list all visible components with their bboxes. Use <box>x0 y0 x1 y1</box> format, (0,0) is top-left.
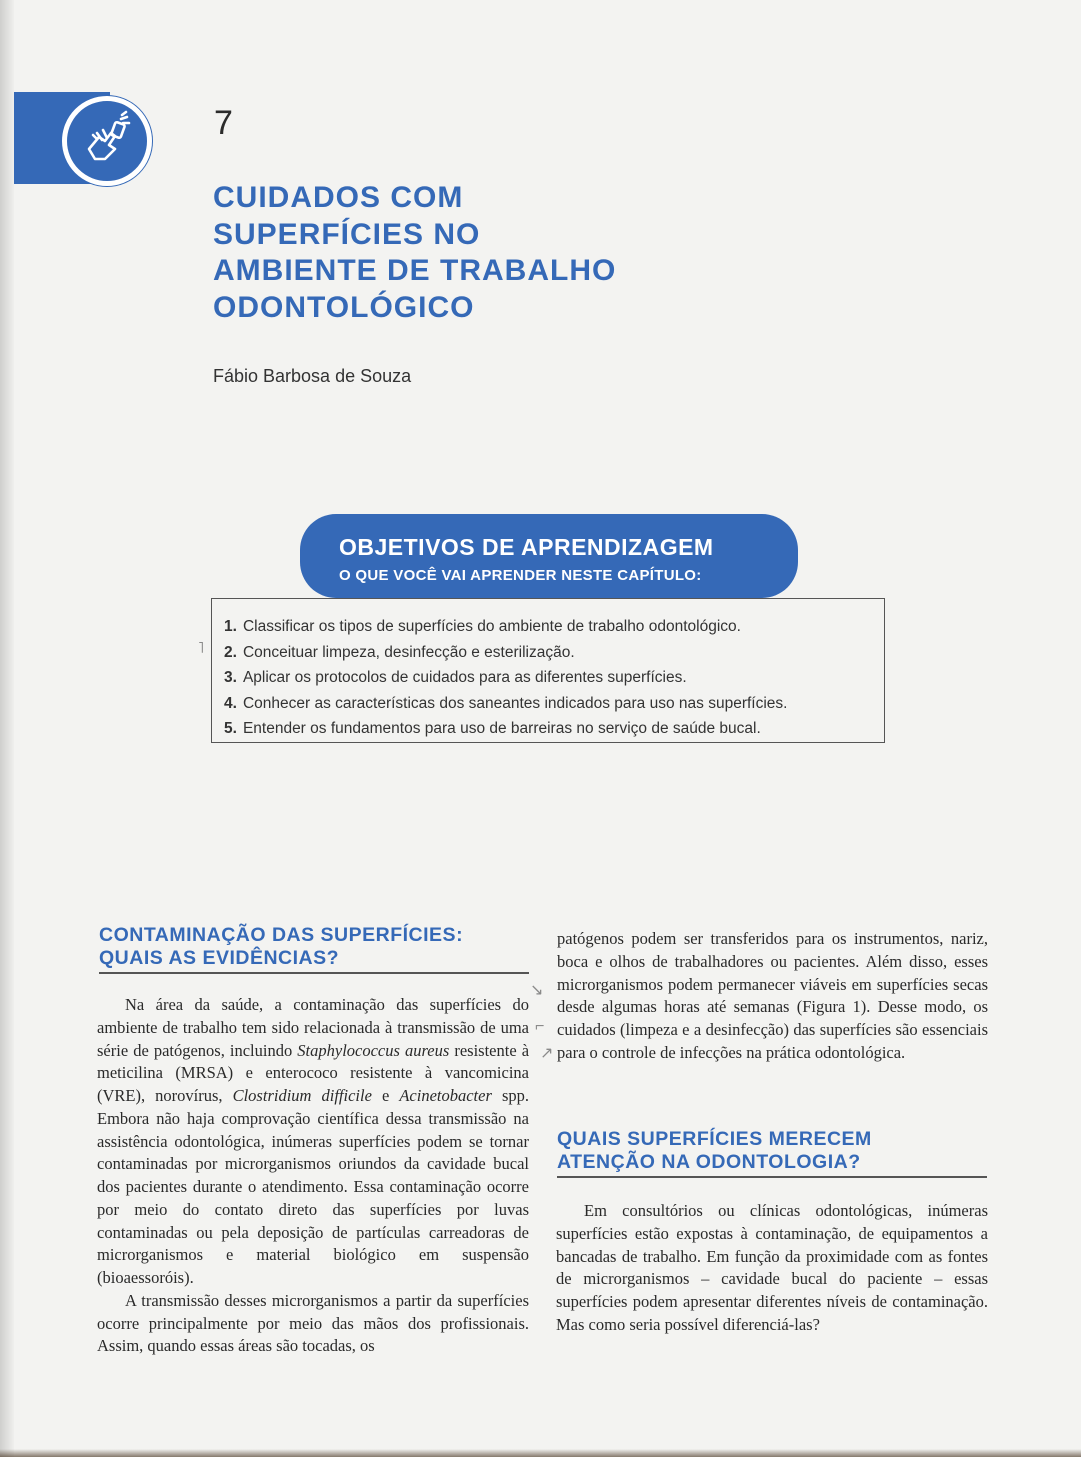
section-heading-line: ATENÇÃO NA ODONTOLOGIA? <box>557 1151 861 1173</box>
chapter-title-line: SUPERFÍCIES NO <box>213 217 481 251</box>
chapter-title-line: AMBIENTE DE TRABALHO <box>213 254 617 287</box>
section-rule <box>99 972 529 974</box>
chapter-author: Fábio Barbosa de Souza <box>213 366 412 386</box>
objectives-box <box>211 598 885 743</box>
objectives-title: OBJETIVOS DE APRENDIZAGEM <box>339 534 714 560</box>
species-name: Clostridium difficile <box>232 1086 372 1105</box>
chapter-title <box>213 180 773 326</box>
objective-item <box>224 691 884 717</box>
section-heading-contamination <box>99 924 463 970</box>
paragraph-surfaces: Em consultórios ou clínicas odontológicas, inúmeras superfícies estão expostas à contaminação, de equipamentos a bancadas de trabalho. Em função da proximidade com as fontes de microrganismos – cavidade bucal do paciente – essas superfícies podem apresentar diferentes níveis de contaminação. Mas como seria possível diferenciá-las? <box>556 1201 988 1334</box>
text-run: spp. Embora não haja comprovação científica dessa transmissão na assistência odontológica, inúmeras superfícies podem se tornar contaminadas por microrganismos oriundos da cavidade bucal dos pacientes durante o atendimento. Essa contaminação ocorre por meio do contato direto das superfícies por luvas contaminadas ou pela deposição de partículas carreadoras de microrganismos e material biológico em suspensão (bioaessoróis). <box>97 1086 529 1287</box>
section-heading-line: CONTAMINAÇÃO DAS SUPERFÍCIES: <box>99 924 464 946</box>
objective-item <box>224 665 884 691</box>
pencil-mark: ˥ <box>198 640 205 657</box>
paragraph-pathogens: patógenos podem ser transferidos para os instrumentos, nariz, boca e olhos de trabalhadores ou pacientes. Além disso, esses microrganismos podem permanecer viáveis em superfícies secas desde algumas horas até semanas (Figura 1). Desse modo, os cuidados (limpeza e a desinfecção) das superfícies são essenciais para o controle de infecções na prática odontológica. <box>557 929 988 1062</box>
objective-text: Conhecer as características dos saneantes indicados para uso nas superfícies. <box>242 694 788 712</box>
section-heading-line: QUAIS SUPERFÍCIES MERECEM <box>557 1128 872 1150</box>
objectives-list <box>212 599 884 742</box>
objective-item <box>224 640 884 666</box>
species-name: Acinetobacter <box>399 1086 492 1105</box>
objective-number: 4. <box>224 694 237 712</box>
page-binding-edge <box>0 0 14 1457</box>
text-run: resistente à meticilina (MRSA) e enterococo resistente à vancomicina (VRE), norovírus, <box>97 1040 530 1105</box>
text-run: Na área da saúde, a contaminação das superfícies do ambiente de trabalho tem sido relacionada à transmissão de uma série de patógenos, incluindo <box>97 995 529 1060</box>
objective-item <box>224 614 884 640</box>
objective-item <box>224 716 884 742</box>
hand-spray-icon <box>75 109 139 173</box>
objective-text: Entender os fundamentos para uso de barreiras no serviço de saúde bucal. <box>242 720 761 737</box>
paragraph-contamination <box>97 994 529 1290</box>
pencil-mark: ↗ <box>540 1045 554 1062</box>
pencil-mark: ↘ <box>530 982 544 999</box>
objective-number: 5. <box>224 720 237 737</box>
text-run: e <box>371 1086 400 1105</box>
objective-text: Classificar os tipos de superfícies do ambiente de trabalho odontológico. <box>242 618 741 635</box>
section-rule <box>557 1176 987 1178</box>
right-column <box>557 928 988 1065</box>
objective-number: 1. <box>224 618 237 635</box>
paragraph-transmission: A transmissão desses microrganismos a partir da superfícies ocorre principalmente por meio das mãos dos profissionais. Assim, quando essas áreas são tocadas, os <box>97 1290 529 1356</box>
objective-text: Aplicar os protocolos de cuidados para as diferentes superfícies. <box>242 669 687 686</box>
objectives-subtitle: O QUE VOCÊ VAI APRENDER NESTE CAPÍTULO: <box>339 567 702 584</box>
pencil-mark: ⌐ <box>535 1018 545 1035</box>
species-name: Staphylococcus aureus <box>297 1040 450 1060</box>
chapter-title-line: CUIDADOS COM <box>213 181 464 214</box>
section-heading-line: QUAIS AS EVIDÊNCIAS? <box>99 947 340 969</box>
objectives-header <box>300 514 798 598</box>
objective-text: Conceituar limpeza, desinfecção e esterilização. <box>242 643 575 661</box>
left-column <box>97 994 529 1358</box>
section-heading-surfaces <box>557 1128 872 1174</box>
chapter-badge <box>62 96 152 186</box>
chapter-title-line: ODONTOLÓGICO <box>213 290 475 324</box>
chapter-number: 7 <box>214 104 233 142</box>
right-column-section2 <box>556 1200 988 1337</box>
objective-number: 3. <box>224 669 237 686</box>
objective-number: 2. <box>224 643 237 661</box>
page-bottom-shadow <box>0 1449 1081 1457</box>
